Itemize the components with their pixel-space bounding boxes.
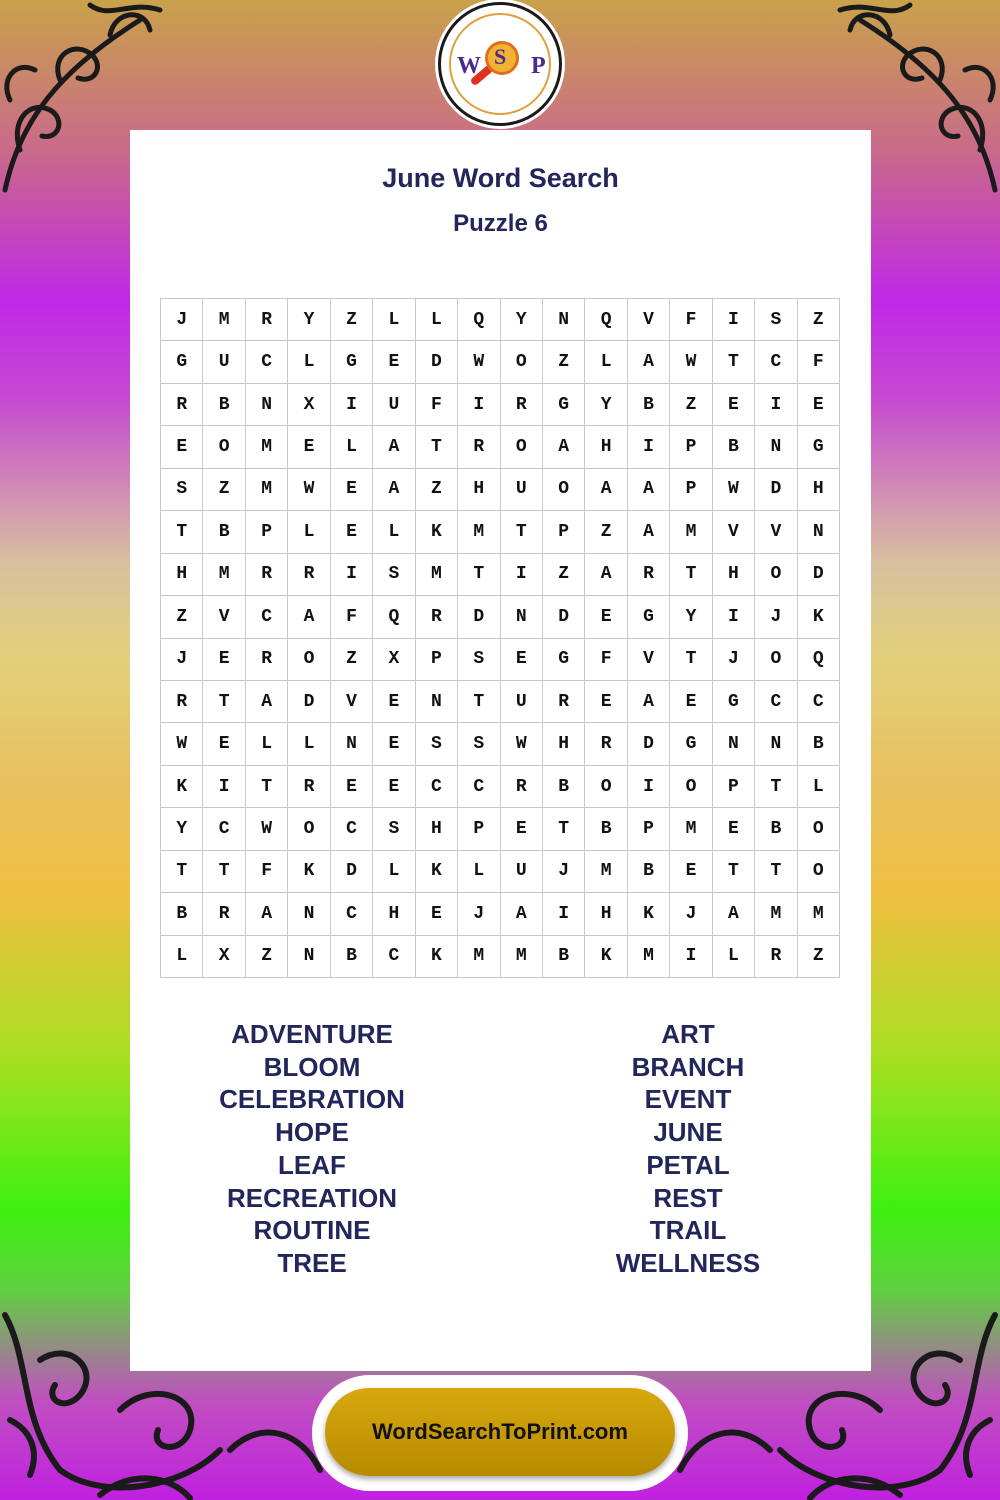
grid-cell: T [416,426,458,468]
grid-cell: B [203,384,245,426]
grid-cell: A [713,893,755,935]
grid-cell: C [246,596,288,638]
grid-cell: W [246,808,288,850]
grid-cell: G [543,639,585,681]
grid-cell: U [501,851,543,893]
grid-cell: E [585,596,627,638]
grid-cell: E [373,681,415,723]
grid-cell: H [713,554,755,596]
grid-cell: Z [331,639,373,681]
grid-cell: U [501,681,543,723]
grid-cell: N [416,681,458,723]
word-item: ART [661,1019,715,1049]
grid-cell: E [501,808,543,850]
grid-cell: M [246,426,288,468]
grid-cell: D [416,341,458,383]
grid-cell: O [203,426,245,468]
grid-cell: B [543,936,585,978]
grid-cell: G [798,426,840,468]
grid-cell: E [713,384,755,426]
grid-cell: C [331,893,373,935]
grid-cell: Y [670,596,712,638]
grid-cell: P [670,469,712,511]
grid-cell: L [416,299,458,341]
word-item: CELEBRATION [219,1084,405,1115]
grid-cell: K [416,511,458,553]
grid-cell: S [458,639,500,681]
grid-cell: Z [798,299,840,341]
grid-cell: P [713,766,755,808]
word-item: TREE [277,1247,347,1278]
grid-cell: H [798,469,840,511]
grid-cell: F [670,299,712,341]
grid-cell: O [288,639,330,681]
grid-cell: H [416,808,458,850]
grid-cell: E [798,384,840,426]
grid-cell: A [628,681,670,723]
grid-cell: S [416,723,458,765]
grid-cell: M [585,851,627,893]
grid-cell: M [670,808,712,850]
wsp-logo [438,2,562,126]
grid-cell: N [501,596,543,638]
grid-cell: M [203,299,245,341]
grid-cell: A [628,469,670,511]
grid-cell: N [288,893,330,935]
grid-cell: I [331,554,373,596]
grid-cell: L [288,723,330,765]
grid-cell: B [161,893,203,935]
grid-cell: R [501,766,543,808]
grid-cell: M [755,893,797,935]
grid-cell: L [373,299,415,341]
grid-cell: E [203,723,245,765]
grid-cell: E [203,639,245,681]
grid-cell: A [501,893,543,935]
grid-cell: Z [585,511,627,553]
grid-cell: H [585,426,627,468]
grid-cell: F [416,384,458,426]
grid-cell: Q [458,299,500,341]
grid-cell: H [373,893,415,935]
grid-cell: O [501,341,543,383]
grid-cell: B [585,808,627,850]
word-item: HOPE [275,1117,349,1148]
word-item: BLOOM [263,1051,361,1082]
grid-cell: F [246,851,288,893]
grid-cell: W [288,469,330,511]
grid-cell: F [798,341,840,383]
grid-cell: B [628,384,670,426]
grid-cell: L [373,511,415,553]
grid-cell: I [755,384,797,426]
word-item: BRANCH [631,1051,745,1082]
grid-cell: F [331,596,373,638]
grid-cell: D [458,596,500,638]
grid-cell: Y [288,299,330,341]
grid-cell: E [713,808,755,850]
grid-cell: V [628,639,670,681]
grid-cell: T [755,766,797,808]
grid-cell: R [246,639,288,681]
grid-cell: T [501,511,543,553]
grid-cell: O [755,639,797,681]
grid-cell: C [755,681,797,723]
grid-cell: R [628,554,670,596]
grid-cell: W [670,341,712,383]
grid-cell: M [628,936,670,978]
grid-cell: Q [585,299,627,341]
grid-cell: P [458,808,500,850]
grid-cell: C [246,341,288,383]
grid-cell: R [203,893,245,935]
grid-cell: L [246,723,288,765]
grid-cell: R [585,723,627,765]
word-item: JUNE [653,1117,723,1148]
grid-cell: E [331,511,373,553]
grid-cell: T [670,554,712,596]
grid-cell: N [288,936,330,978]
grid-cell: K [628,893,670,935]
grid-cell: T [543,808,585,850]
grid-cell: E [670,681,712,723]
grid-cell: O [798,808,840,850]
grid-cell: E [331,469,373,511]
puzzle-number: Puzzle 6 [453,210,548,237]
grid-cell: I [458,384,500,426]
grid-cell: T [203,681,245,723]
grid-cell: L [373,851,415,893]
grid-cell: A [246,681,288,723]
grid-cell: O [755,554,797,596]
grid-cell: R [501,384,543,426]
grid-cell: L [331,426,373,468]
grid-cell: M [458,936,500,978]
grid-cell: K [416,851,458,893]
word-item: EVENT [644,1084,732,1115]
grid-cell: E [331,766,373,808]
grid-cell: R [288,766,330,808]
grid-cell: J [543,851,585,893]
grid-cell: V [713,511,755,553]
grid-cell: M [246,469,288,511]
word-item: WELLNESS [615,1247,761,1278]
grid-cell: H [458,469,500,511]
grid-cell: C [798,681,840,723]
grid-cell: L [585,341,627,383]
grid-cell: L [798,766,840,808]
grid-cell: R [288,554,330,596]
grid-cell: C [416,766,458,808]
grid-cell: T [161,511,203,553]
grid-cell: I [713,299,755,341]
grid-cell: O [501,426,543,468]
grid-cell: G [161,341,203,383]
logo-letter-s: S [494,44,507,69]
word-item: RECREATION [227,1182,397,1213]
grid-cell: A [373,426,415,468]
grid-cell: H [543,723,585,765]
grid-cell: X [203,936,245,978]
grid-cell: N [543,299,585,341]
grid-cell: N [331,723,373,765]
grid-cell: N [713,723,755,765]
grid-cell: U [373,384,415,426]
grid-cell: T [713,851,755,893]
grid-cell: C [203,808,245,850]
grid-cell: M [798,893,840,935]
grid-cell: A [543,426,585,468]
grid-cell: O [798,851,840,893]
grid-cell: C [331,808,373,850]
grid-cell: C [755,341,797,383]
grid-cell: I [331,384,373,426]
grid-cell: B [798,723,840,765]
word-item: LEAF [278,1149,346,1180]
grid-cell: E [373,723,415,765]
grid-cell: S [458,723,500,765]
grid-cell: C [458,766,500,808]
grid-cell: C [373,936,415,978]
logo-letter-w: W [457,53,481,79]
grid-cell: D [543,596,585,638]
grid-cell: U [501,469,543,511]
grid-cell: O [670,766,712,808]
grid-cell: J [670,893,712,935]
word-list-left [162,1018,462,1280]
grid-cell: Z [246,936,288,978]
grid-cell: R [246,299,288,341]
grid-cell: R [416,596,458,638]
grid-cell: E [373,341,415,383]
grid-cell: N [246,384,288,426]
grid-cell: P [543,511,585,553]
grid-cell: E [670,851,712,893]
grid-cell: R [458,426,500,468]
grid-cell: E [373,766,415,808]
grid-cell: E [161,426,203,468]
grid-cell: N [798,511,840,553]
grid-cell: P [416,639,458,681]
grid-cell: X [288,384,330,426]
grid-cell: T [755,851,797,893]
grid-cell: B [203,511,245,553]
grid-cell: L [288,511,330,553]
grid-cell: A [628,341,670,383]
grid-cell: Z [670,384,712,426]
grid-cell: I [670,936,712,978]
grid-cell: V [755,511,797,553]
grid-cell: M [416,554,458,596]
word-item: PETAL [646,1149,730,1180]
word-item: REST [653,1182,723,1213]
grid-cell: L [161,936,203,978]
grid-cell: Y [501,299,543,341]
grid-cell: W [713,469,755,511]
grid-cell: E [416,893,458,935]
word-item: ADVENTURE [231,1019,393,1049]
grid-cell: V [203,596,245,638]
grid-cell: A [585,469,627,511]
grid-cell: I [713,596,755,638]
grid-cell: J [713,639,755,681]
grid-cell: D [288,681,330,723]
grid-cell: R [246,554,288,596]
grid-cell: V [331,681,373,723]
grid-cell: H [585,893,627,935]
page-title: June Word Search [382,163,619,193]
grid-cell: L [458,851,500,893]
grid-cell: R [161,681,203,723]
grid-cell: P [246,511,288,553]
grid-cell: O [585,766,627,808]
grid-cell: T [458,554,500,596]
grid-cell: J [161,639,203,681]
grid-cell: A [628,511,670,553]
grid-cell: M [501,936,543,978]
grid-cell: V [628,299,670,341]
grid-cell: K [161,766,203,808]
grid-cell: Z [416,469,458,511]
grid-cell: O [543,469,585,511]
grid-cell: T [670,639,712,681]
grid-cell: E [501,639,543,681]
grid-cell: T [203,851,245,893]
grid-cell: G [628,596,670,638]
grid-cell: Z [161,596,203,638]
grid-cell: I [501,554,543,596]
grid-cell: N [755,426,797,468]
grid-cell: Y [585,384,627,426]
grid-cell: J [161,299,203,341]
grid-cell: K [798,596,840,638]
grid-cell: Z [203,469,245,511]
grid-cell: L [713,936,755,978]
grid-cell: B [543,766,585,808]
grid-cell: D [628,723,670,765]
grid-cell: G [331,341,373,383]
grid-cell: F [585,639,627,681]
grid-cell: U [203,341,245,383]
grid-cell: B [755,808,797,850]
grid-cell: A [585,554,627,596]
grid-cell: Z [543,341,585,383]
grid-cell: G [670,723,712,765]
grid-cell: K [416,936,458,978]
grid-cell: R [161,384,203,426]
grid-cell: Q [798,639,840,681]
grid-cell: S [373,808,415,850]
grid-cell: Y [161,808,203,850]
grid-cell: K [288,851,330,893]
grid-cell: I [203,766,245,808]
word-item: ROUTINE [253,1215,371,1246]
grid-cell: K [585,936,627,978]
grid-cell: P [670,426,712,468]
grid-cell: M [458,511,500,553]
grid-cell: B [628,851,670,893]
grid-cell: D [755,469,797,511]
letter-grid [160,298,840,978]
grid-cell: X [373,639,415,681]
grid-cell: G [543,384,585,426]
grid-cell: A [373,469,415,511]
grid-cell: B [713,426,755,468]
grid-cell: S [373,554,415,596]
word-list-right [538,1018,838,1280]
grid-cell: Z [331,299,373,341]
grid-cell: D [798,554,840,596]
grid-cell: O [288,808,330,850]
grid-cell: B [331,936,373,978]
grid-cell: T [246,766,288,808]
word-item: TRAIL [649,1215,727,1246]
grid-cell: A [246,893,288,935]
grid-cell: J [458,893,500,935]
grid-cell: E [585,681,627,723]
grid-cell: M [670,511,712,553]
grid-cell: I [628,426,670,468]
grid-cell: L [288,341,330,383]
grid-cell: T [713,341,755,383]
grid-cell: T [458,681,500,723]
grid-cell: S [161,469,203,511]
grid-cell: W [161,723,203,765]
grid-cell: J [755,596,797,638]
grid-cell: Q [373,596,415,638]
grid-cell: R [755,936,797,978]
grid-cell: N [755,723,797,765]
grid-cell: M [203,554,245,596]
grid-cell: H [161,554,203,596]
site-link-button[interactable]: WordSearchToPrint.com [325,1388,675,1476]
grid-cell: P [628,808,670,850]
grid-cell: G [713,681,755,723]
logo-letter-p: P [531,53,546,79]
grid-cell: Z [798,936,840,978]
grid-cell: D [331,851,373,893]
grid-cell: E [288,426,330,468]
grid-cell: R [543,681,585,723]
grid-cell: I [543,893,585,935]
grid-cell: A [288,596,330,638]
grid-cell: W [458,341,500,383]
grid-cell: W [501,723,543,765]
grid-cell: T [161,851,203,893]
grid-cell: I [628,766,670,808]
grid-cell: Z [543,554,585,596]
grid-cell: S [755,299,797,341]
